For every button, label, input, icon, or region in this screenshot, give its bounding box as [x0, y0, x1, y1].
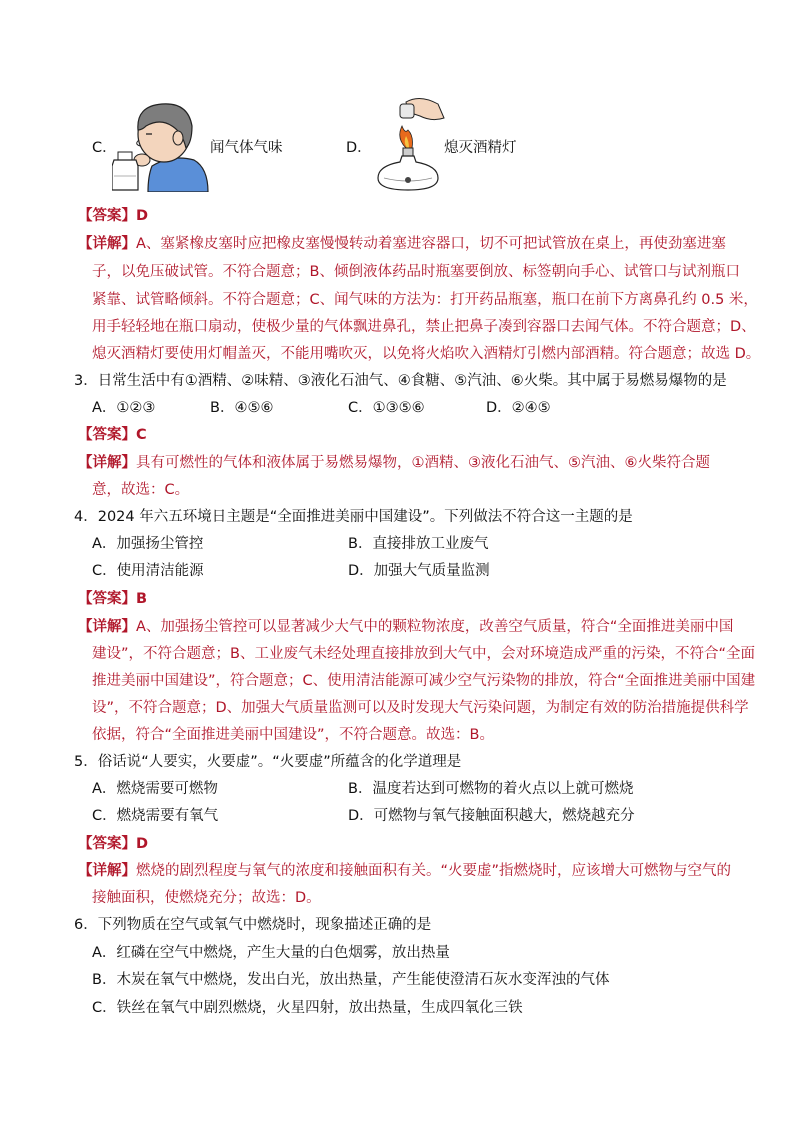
detail-text: 燃烧的剧烈程度与氧气的浓度和接触面积有关。“火要虚”指燃烧时，应该增大可燃物与空气的: [136, 863, 732, 879]
q3-option-c: C．①③⑤⑥: [348, 400, 425, 416]
q5-option-d: D．可燃物与氧气接触面积越大，燃烧越充分: [348, 808, 635, 824]
q2-detail-line-1: [78, 234, 726, 254]
option-d-caption: 熄灭酒精灯: [444, 140, 517, 156]
q4-option-d: D．加强大气质量监测: [348, 563, 490, 579]
q3-option-a: A．①②③: [92, 400, 156, 416]
q5-detail-line-1: [78, 861, 731, 881]
answer-value: C: [136, 427, 147, 443]
q4-stem: 4．2024 年六五环境日主题是“全面推进美丽中国建设”。下列做法不符合这一主题的是: [74, 509, 633, 525]
q5-option-c: C．燃烧需要有氧气: [92, 808, 219, 824]
alcohol-lamp-illustration: [372, 94, 448, 194]
option-c-caption: 闻气体气味: [210, 140, 283, 156]
q5-stem: 5．俗话说“人要实，火要虚”。“火要虚”所蕴含的化学道理是: [74, 754, 462, 770]
q3-option-b: B．④⑤⑥: [210, 400, 274, 416]
q3-option-d: D．②④⑤: [486, 400, 551, 416]
q2-answer-line: [78, 206, 148, 226]
q3-answer-line: [78, 425, 147, 445]
q2-detail-line-5: 熄灭酒精灯要使用灯帽盖灭，不能用嘴吹灭，以免将火焰吹入酒精灯引燃内部酒精。符合题意；故选 D。: [92, 346, 761, 362]
q4-option-b: B．直接排放工业废气: [348, 536, 489, 552]
detail-text: 具有可燃性的气体和液体属于易燃易爆物，①酒精、③液化石油气、⑤汽油、⑥火柴符合题: [136, 455, 710, 471]
option-d-letter: D．: [346, 140, 372, 156]
q5-option-a: A．燃烧需要可燃物: [92, 781, 218, 797]
q5-answer-line: [78, 834, 148, 854]
q4-detail-line-2: 建设”，不符合题意；B、工业废气未经处理直接排放到大气中，会对环境造成严重的污染，不符合“全面: [92, 646, 755, 662]
q4-detail-line-4: 设”，不符合题意；D、加强大气质量监测可以及时发现大气污染问题，为制定有效的防治措施提供科学: [92, 700, 749, 716]
answer-value: D: [136, 836, 149, 852]
detail-label: 【详解】: [78, 236, 136, 252]
q5-option-b: B．温度若达到可燃物的着火点以上就可燃烧: [348, 781, 634, 797]
detail-text: A、塞紧橡皮塞时应把橡皮塞慢慢转动着塞进容器口，切不可把试管放在桌上，再使劲塞进塞: [136, 236, 726, 252]
q4-option-c: C．使用清洁能源: [92, 563, 204, 579]
answer-label: 【答案】: [78, 208, 136, 224]
answer-label: 【答案】: [78, 591, 136, 607]
q3-detail-line-2: 意，故选：C。: [92, 482, 190, 498]
detail-label: 【详解】: [78, 455, 136, 471]
answer-value: D: [136, 208, 149, 224]
answer-value: B: [136, 591, 148, 607]
q6-option-a: A．红磷在空气中燃烧，产生大量的白色烟雾，放出热量: [92, 945, 450, 961]
q5-detail-line-2: 接触面积，使燃烧充分；故选：D。: [92, 890, 321, 906]
q4-option-a: A．加强扬尘管控: [92, 536, 204, 552]
person-smelling-gas-illustration: [112, 96, 210, 192]
option-c-letter: C．: [92, 140, 117, 156]
q2-detail-line-3: 紧靠、试管略倾斜。不符合题意；C、闻气味的方法为：打开药品瓶塞，瓶口在前下方离鼻孔约 0.5 米，: [92, 292, 758, 308]
answer-label: 【答案】: [78, 427, 136, 443]
detail-label: 【详解】: [78, 619, 136, 635]
q4-detail-line-3: 推进美丽中国建设”，符合题意；C、使用清洁能源可减少空气污染物的排放，符合“全面推进美丽中国建: [92, 673, 756, 689]
q4-answer-line: [78, 589, 147, 609]
q6-option-b: B．木炭在氧气中燃烧，发出白光，放出热量，产生能使澄清石灰水变浑浊的气体: [92, 972, 610, 988]
q4-detail-line-5: 依据，符合“全面推进美丽中国建设”，不符合题意。故选：B。: [92, 727, 494, 743]
answer-label: 【答案】: [78, 836, 136, 852]
q2-detail-line-2: 子，以免压破试管。不符合题意；B、倾倒液体药品时瓶塞要倒放、标签朝向手心、试管口与试剂瓶口: [92, 264, 740, 280]
q6-option-c: C．铁丝在氧气中剧烈燃烧，火星四射，放出热量，生成四氧化三铁: [92, 1000, 523, 1016]
q3-stem: 3．日常生活中有①酒精、②味精、③液化石油气、④食糖、⑤汽油、⑥火柴。其中属于易燃易爆物的是: [74, 373, 727, 389]
q2-detail-line-4: 用手轻轻地在瓶口扇动，使极少量的气体飘进鼻孔，禁止把鼻子凑到容器口去闻气体。不符合题意；D、: [92, 319, 756, 335]
q6-stem: 6．下列物质在空气或氧气中燃烧时，现象描述正确的是: [74, 917, 432, 933]
detail-text: A、加强扬尘管控可以显著减少大气中的颗粒物浓度，改善空气质量，符合“全面推进美丽中国: [136, 619, 734, 635]
detail-label: 【详解】: [78, 863, 136, 879]
q3-detail-line-1: [78, 453, 710, 473]
q4-detail-line-1: [78, 617, 733, 637]
